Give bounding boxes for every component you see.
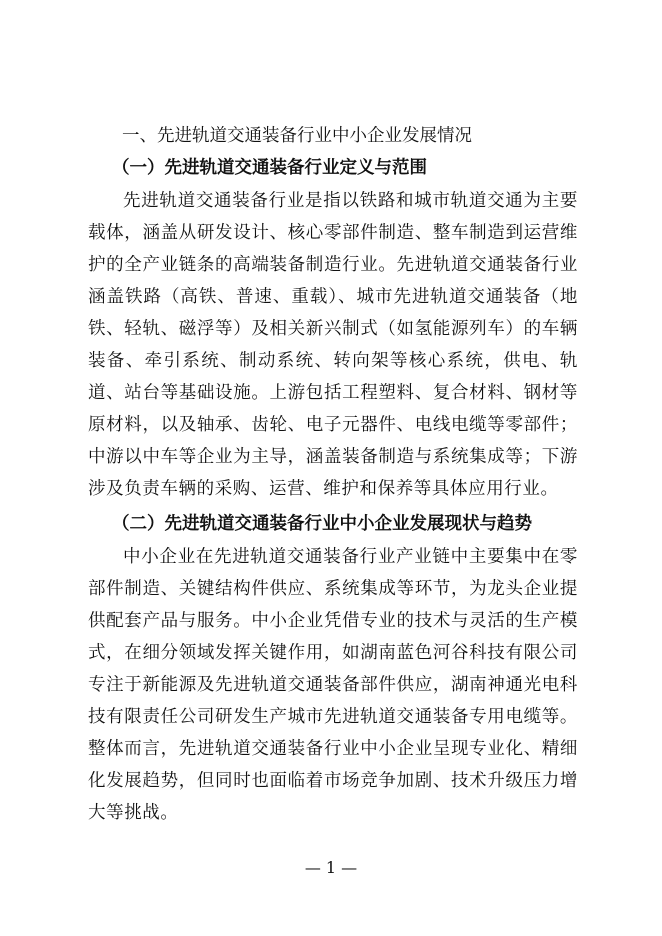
section-1-paragraph: 先进轨道交通装备行业是指以铁路和城市轨道交通为主要载体，涵盖从研发设计、核心零部件制造、整车制造到运营维护的全产业链条的高端装备制造行业。先进轨道交通装备行业涵盖铁路（高铁、普速、重载）、城市先进轨道交通装备（地铁、轻轨、磁浮等）及相关新兴制式（如氢能源列车）的车辆装备、牵引系统、制动系统、转向架等核心系统，供电、轨道、站台等基础设施。上游包括工程塑料、复合材料、钢材等原材料，以及轴承、齿轮、电子元器件、电线电缆等零部件；中游以中车等企业为主导，涵盖装备制造与系统集成等；下游涉及负责车辆的采购、运营、维护和保养等具体应用行业。 <box>88 191 578 499</box>
chapter-heading: 一、先进轨道交通装备行业中小企业发展情况 <box>122 126 472 146</box>
section-1-title: （一）先进轨道交通装备行业定义与范围 <box>112 158 427 178</box>
page-number: — 1 — <box>304 858 358 877</box>
document-body <box>88 122 578 829</box>
section-2-title: （二）先进轨道交通装备行业中小企业发展现状与趋势 <box>112 514 532 534</box>
section-2-paragraph: 中小企业在先进轨道交通装备行业产业链中主要集中在零部件制造、关键结构件供应、系统集成等环节，为龙头企业提供配套产品与服务。中小企业凭借专业的技术与灵活的生产模式，在细分领域发挥关键作用，如湖南蓝色河谷科技有限公司专注于新能源及先进轨道交通装备部件供应，湖南神通光电科技有限责任公司研发生产城市先进轨道交通装备专用电缆等。整体而言，先进轨道交通装备行业中小企业呈现专业化、精细化发展趋势，但同时也面临着市场竞争加剧、技术升级压力增大等挑战。 <box>88 547 578 823</box>
